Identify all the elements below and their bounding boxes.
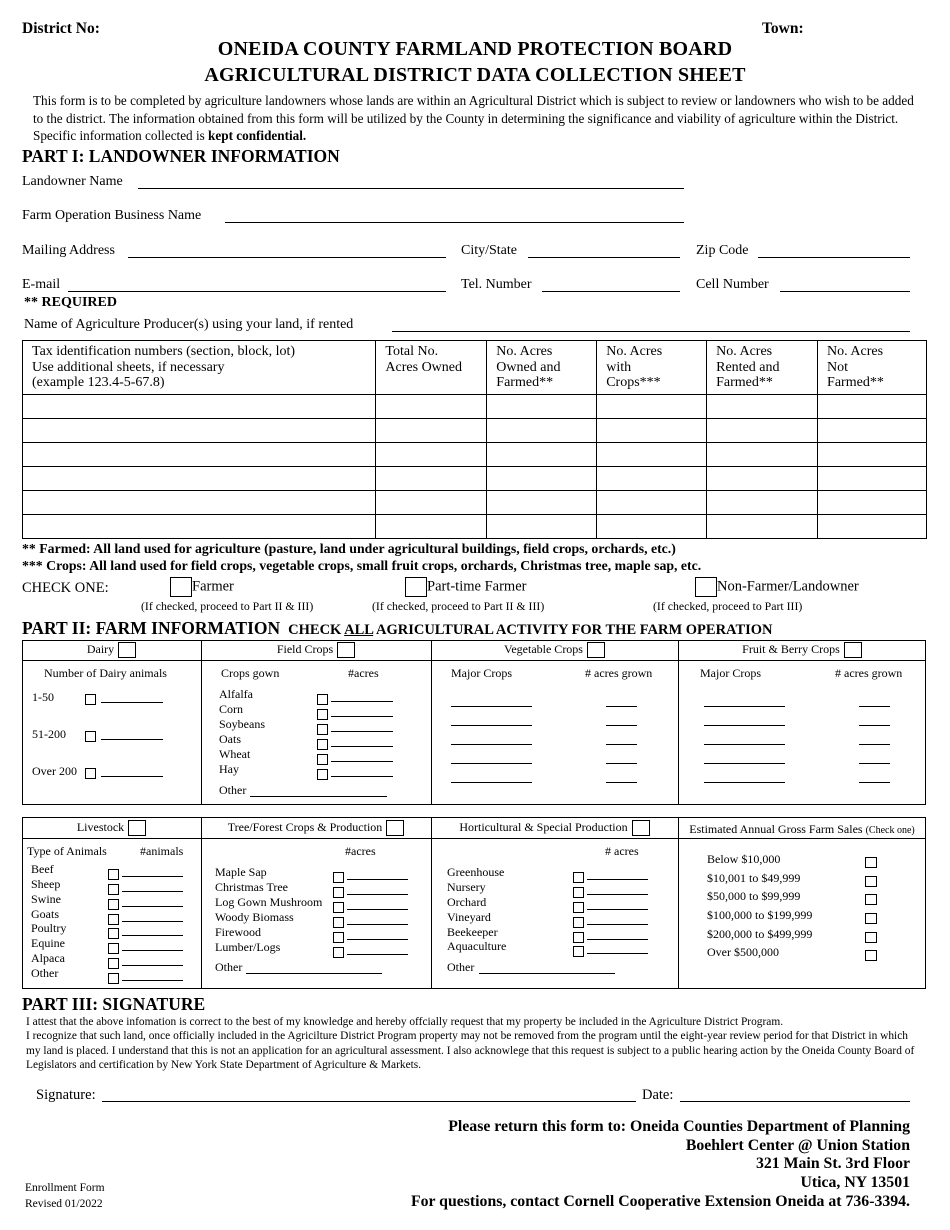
livestock-count-label: #animals [140, 844, 184, 858]
form-title-line2: AGRICULTURAL DISTRICT DATA COLLECTION SHEET [204, 64, 746, 86]
field-acres-field[interactable] [331, 776, 393, 777]
table-cell[interactable] [487, 491, 597, 515]
dairy-row-label: 51-200 [32, 727, 66, 741]
table-cell[interactable] [707, 419, 818, 443]
form-title-line1: ONEIDA COUNTY FARMLAND PROTECTION BOARD [217, 38, 733, 60]
gross-sales-header: Estimated Annual Gross Farm Sales (Check one) [689, 822, 915, 836]
livestock-label: Sheep [31, 877, 61, 891]
veg-acres-field[interactable] [606, 725, 637, 726]
field-acres-field[interactable] [331, 731, 393, 732]
dairy-row-checkbox[interactable] [85, 729, 96, 747]
table-cell[interactable] [487, 395, 597, 419]
rented-farmed-header: No. Acres Rented and Farmed** [707, 341, 818, 395]
field-crop-label: Corn [219, 702, 243, 716]
tax-table-header-row [23, 341, 927, 395]
signature-field[interactable] [102, 1101, 636, 1102]
dairy-row-label: Over 200 [32, 764, 77, 778]
field-crop-label: Soybeans [219, 717, 265, 731]
required-note: ** REQUIRED [24, 295, 117, 310]
livestock-header: Livestock [22, 820, 201, 836]
producer-label: Name of Agriculture Producer(s) using your land, if rented [24, 317, 354, 332]
part2-title-row [22, 618, 773, 639]
return-line-4: Utica, NY 13501 [800, 1174, 910, 1191]
livestock-label: Goats [31, 907, 59, 921]
fruit-crop-field[interactable] [704, 725, 785, 726]
tree-crop-label: Log Gown Mushroom [215, 895, 323, 909]
tree-acres-field[interactable] [347, 909, 408, 910]
table-cell[interactable] [23, 443, 376, 467]
hort-acres-field[interactable] [587, 894, 648, 895]
enrollment-form-label: Enrollment Form [25, 1182, 105, 1194]
table-row [23, 467, 927, 491]
veg-acres-label: # acres grown [585, 666, 653, 680]
table-cell[interactable] [487, 419, 597, 443]
veg-acres-field[interactable] [606, 763, 637, 764]
dairy-row-label: 1-50 [32, 690, 54, 704]
fruit-crops-checkbox[interactable] [844, 642, 862, 658]
fruit-acres-field[interactable] [859, 725, 890, 726]
sales-option-label: Over $500,000 [707, 945, 779, 959]
landowner-name-field[interactable] [138, 188, 684, 189]
table-cell[interactable] [376, 515, 487, 539]
field-crop-label: Wheat [219, 747, 251, 761]
sales-option-checkbox[interactable] [865, 874, 877, 892]
hort-acres-field[interactable] [587, 953, 648, 954]
livestock-label: Alpaca [31, 951, 65, 965]
table-row [23, 491, 927, 515]
check-one-label: CHECK ONE: [22, 580, 109, 596]
hort-label: Aquaculture [447, 939, 507, 953]
hort-label: Vineyard [447, 910, 491, 924]
parttime-option-label: Part-time Farmer [427, 578, 527, 595]
table-cell[interactable] [818, 467, 927, 491]
table-cell[interactable] [376, 491, 487, 515]
farmer-note: (If checked, proceed to Part II & III) [141, 599, 314, 613]
livestock-count-field[interactable] [122, 876, 183, 877]
livestock-label: Beef [31, 862, 54, 876]
nonfarmer-option [695, 577, 859, 597]
part1-title: PART I: LANDOWNER INFORMATION [22, 146, 340, 166]
hort-label: Beekeeper [447, 925, 498, 939]
tree-crop-label: Maple Sap [215, 865, 267, 879]
tree-crop-checkbox[interactable] [333, 945, 344, 963]
divider [431, 817, 432, 989]
field-acres-field[interactable] [331, 746, 393, 747]
total-acres-header: Total No. Acres Owned [376, 341, 487, 395]
sales-option-checkbox[interactable] [865, 930, 877, 948]
hort-acres-label: # acres [605, 844, 639, 858]
table-cell[interactable] [707, 515, 818, 539]
sales-option-checkbox[interactable] [865, 911, 877, 929]
sales-option-checkbox[interactable] [865, 855, 877, 873]
dairy-row-field[interactable] [101, 776, 163, 777]
horticultural-header: Horticultural & Special Production [431, 820, 678, 836]
sales-option-label: Below $10,000 [707, 852, 781, 866]
dairy-row-checkbox[interactable] [85, 766, 96, 784]
farm-activity-box-1 [22, 640, 926, 805]
table-cell[interactable] [23, 491, 376, 515]
fruit-crop-field[interactable] [704, 744, 785, 745]
city-state-field[interactable] [528, 257, 680, 258]
table-cell[interactable] [597, 467, 707, 491]
return-line-2: Boehlert Center @ Union Station [685, 1137, 910, 1154]
livestock-checkbox[interactable] [128, 820, 146, 836]
recognize-text: I recognize that such land, once officially included in the Agricilture District Program property may not be removed from the program until the eight-year review period for that District in which my land is placed. I understand that this is not an application for an agricultural assessment. I also acknowlege that this request is subject to a public hearing action by the Oneida County Board of Legislators and certification by New York State Department of Agriculture & Markets. [26, 1030, 915, 1071]
hort-label: Greenhouse [447, 865, 505, 879]
field-crop-label: Hay [219, 762, 239, 776]
hort-acres-field[interactable] [587, 909, 648, 910]
sales-option-checkbox[interactable] [865, 948, 877, 966]
divider [22, 838, 926, 839]
tree-acres-field[interactable] [347, 939, 408, 940]
divider [431, 640, 432, 805]
table-cell[interactable] [597, 443, 707, 467]
table-cell[interactable] [376, 395, 487, 419]
hort-other-label: Other [447, 960, 475, 974]
field-acres-field[interactable] [331, 701, 393, 702]
sales-option-checkbox[interactable] [865, 892, 877, 910]
table-cell[interactable] [23, 395, 376, 419]
table-cell[interactable] [818, 419, 927, 443]
field-acres-field[interactable] [331, 761, 393, 762]
revised-label: Revised 01/2022 [25, 1198, 103, 1210]
livestock-label: Swine [31, 892, 61, 906]
table-cell[interactable] [23, 515, 376, 539]
farmer-checkbox[interactable] [170, 577, 192, 597]
tax-id-table [22, 340, 927, 539]
district-no-label: District No: [22, 20, 100, 37]
fruit-crop-field[interactable] [704, 706, 785, 707]
farmer-option-label: Farmer [192, 578, 234, 595]
part2-subtitle: CHECK ALL AGRICULTURAL ACTIVITY FOR THE FARM OPERATION [288, 622, 773, 638]
city-state-label: City/State [461, 243, 517, 258]
zip-code-label: Zip Code [696, 243, 749, 258]
table-row [23, 395, 927, 419]
parttime-option [405, 577, 526, 597]
tel-number-label: Tel. Number [461, 277, 532, 292]
cell-number-field[interactable] [780, 291, 910, 292]
livestock-label: Equine [31, 936, 65, 950]
vegetable-crops-checkbox[interactable] [587, 642, 605, 658]
not-farmed-header: No. Acres Not Farmed** [818, 341, 927, 395]
table-cell[interactable] [707, 467, 818, 491]
attest-text: I attest that the above infomation is correct to the best of my knowledge and hereby offcially request that my property be included in the Agriculture District Program. [26, 1016, 784, 1028]
field-other-field[interactable] [250, 796, 387, 797]
nonfarmer-note: (If checked, proceed to Part III) [653, 599, 803, 613]
sales-option-label: $100,000 to $199,999 [707, 908, 813, 922]
fruit-acres-field[interactable] [859, 706, 890, 707]
table-cell[interactable] [597, 419, 707, 443]
return-line-3: 321 Main St. 3rd Floor [755, 1155, 910, 1172]
table-cell[interactable] [707, 395, 818, 419]
mailing-address-label: Mailing Address [22, 243, 115, 258]
fruit-acres-label: # acres grown [835, 666, 903, 680]
date-label: Date: [642, 1087, 674, 1103]
table-cell[interactable] [707, 443, 818, 467]
tel-number-field[interactable] [542, 291, 680, 292]
intro-text: This form is to be completed by agriculture landowners whose lands are within an Agricultural District which is subject to review or landowners who wish to be added to the district. The information obtained from this form will be utilized by the County in determining the significance and viability of agriculture within the District. Specific information collected is kept confidential. [33, 93, 914, 143]
table-cell[interactable] [818, 443, 927, 467]
dairy-row-field[interactable] [101, 739, 163, 740]
tax-id-header: Tax identification numbers (section, block, lot) Use additional sheets, if necessary (example 123.4-5-67.8) [23, 341, 376, 395]
sales-option-label: $10,001 to $49,999 [707, 871, 801, 885]
part3-title: PART III: SIGNATURE [22, 994, 206, 1014]
veg-acres-field[interactable] [606, 706, 637, 707]
tree-acres-label: #acres [345, 844, 376, 858]
field-sub-label: Crops gown [221, 666, 280, 680]
veg-crop-field[interactable] [451, 744, 532, 745]
dairy-checkbox[interactable] [118, 642, 136, 658]
field-crop-checkbox[interactable] [317, 767, 328, 785]
livestock-label: Other [31, 966, 59, 980]
business-name-field[interactable] [225, 222, 684, 223]
field-crops-header: Field Crops [201, 642, 431, 658]
dairy-sub-label: Number of Dairy animals [44, 666, 167, 680]
table-cell[interactable] [818, 395, 927, 419]
divider [678, 817, 679, 989]
field-crop-label: Oats [219, 732, 241, 746]
veg-crop-field[interactable] [451, 782, 532, 783]
hort-checkbox[interactable] [573, 944, 584, 962]
field-acres-label: #acres [348, 666, 379, 680]
divider [678, 640, 679, 805]
livestock-count-field[interactable] [122, 965, 183, 966]
divider [201, 640, 202, 805]
divider [22, 660, 926, 661]
tree-crop-label: Lumber/Logs [215, 940, 281, 954]
nonfarmer-option-label: Non-Farmer/Landowner [717, 578, 859, 595]
farmer-option [170, 577, 234, 597]
tree-acres-field[interactable] [347, 924, 408, 925]
divider [201, 817, 202, 989]
table-cell[interactable] [23, 467, 376, 491]
crops-note: *** Crops: All land used for field crops, vegetable crops, small fruit crops, orchards, Christmas tree, maple sap, etc. [22, 558, 702, 573]
fruit-crop-field[interactable] [704, 763, 785, 764]
tree-crop-label: Christmas Tree [215, 880, 289, 894]
farmed-note: ** Farmed: All land used for agriculture (pasture, land under agricultural buildings, field crops, orchards, etc.) [22, 541, 676, 556]
field-other-label: Other [219, 783, 247, 797]
table-cell[interactable] [707, 491, 818, 515]
livestock-count-field[interactable] [122, 935, 183, 936]
fruit-acres-field[interactable] [859, 744, 890, 745]
fruit-crops-header: Fruit & Berry Crops [678, 642, 926, 658]
table-row [23, 515, 927, 539]
dairy-header: Dairy [22, 642, 201, 658]
nonfarmer-checkbox[interactable] [695, 577, 717, 597]
table-cell[interactable] [818, 491, 927, 515]
return-line-1: Please return this form to: Oneida Counties Department of Planning [448, 1118, 910, 1135]
livestock-label: Poultry [31, 921, 67, 935]
signature-label: Signature: [36, 1087, 96, 1103]
hort-label: Orchard [447, 895, 487, 909]
veg-acres-field[interactable] [606, 782, 637, 783]
livestock-sub-label: Type of Animals [27, 844, 107, 858]
table-cell[interactable] [597, 395, 707, 419]
hort-acres-field[interactable] [587, 924, 648, 925]
fruit-sub-label: Major Crops [700, 666, 761, 680]
sales-option-label: $50,000 to $99,999 [707, 889, 801, 903]
horticultural-checkbox[interactable] [632, 820, 650, 836]
table-cell[interactable] [376, 467, 487, 491]
email-field[interactable] [68, 291, 446, 292]
email-label: E-mail [22, 277, 61, 292]
table-cell[interactable] [376, 419, 487, 443]
hort-acres-field[interactable] [587, 879, 648, 880]
hort-label: Nursery [447, 880, 486, 894]
tree-acres-field[interactable] [347, 954, 408, 955]
tree-crop-label: Woody Biomass [215, 910, 294, 924]
sales-option-label: $200,000 to $499,999 [707, 927, 813, 941]
dairy-row-checkbox[interactable] [85, 692, 96, 710]
veg-crop-field[interactable] [451, 763, 532, 764]
table-row [23, 443, 927, 467]
owned-farmed-header: No. Acres Owned and Farmed** [487, 341, 597, 395]
veg-sub-label: Major Crops [451, 666, 512, 680]
tree-acres-field[interactable] [347, 879, 408, 880]
field-crop-label: Alfalfa [219, 687, 253, 701]
livestock-count-field[interactable] [122, 891, 183, 892]
field-crops-checkbox[interactable] [337, 642, 355, 658]
producer-field[interactable] [392, 331, 910, 332]
veg-crop-field[interactable] [451, 725, 532, 726]
table-cell[interactable] [818, 515, 927, 539]
acres-crops-header: No. Acres with Crops*** [597, 341, 707, 395]
hort-acres-field[interactable] [587, 939, 648, 940]
landowner-name-label: Landowner Name [22, 174, 123, 189]
livestock-checkbox-row[interactable] [108, 971, 119, 989]
tree-crops-checkbox[interactable] [386, 820, 404, 836]
table-row [23, 419, 927, 443]
table-cell[interactable] [376, 443, 487, 467]
livestock-count-field[interactable] [122, 906, 183, 907]
mailing-address-field[interactable] [128, 257, 446, 258]
business-name-label: Farm Operation Business Name [22, 208, 202, 223]
dairy-row-field[interactable] [101, 702, 163, 703]
field-acres-field[interactable] [331, 716, 393, 717]
tree-other-label: Other [215, 960, 243, 974]
zip-code-field[interactable] [758, 257, 910, 258]
fruit-acres-field[interactable] [859, 782, 890, 783]
table-cell[interactable] [597, 491, 707, 515]
table-cell[interactable] [487, 467, 597, 491]
town-label: Town: [762, 20, 804, 37]
livestock-count-field[interactable] [122, 921, 183, 922]
tree-other-field[interactable] [246, 973, 382, 974]
fruit-acres-field[interactable] [859, 763, 890, 764]
cell-number-label: Cell Number [696, 277, 769, 292]
veg-crop-field[interactable] [451, 706, 532, 707]
tree-crop-label: Firewood [215, 925, 261, 939]
table-cell[interactable] [487, 443, 597, 467]
veg-acres-field[interactable] [606, 744, 637, 745]
vegetable-crops-header: Vegetable Crops [431, 642, 678, 658]
fruit-crop-field[interactable] [704, 782, 785, 783]
table-cell[interactable] [597, 515, 707, 539]
tree-acres-field[interactable] [347, 894, 408, 895]
questions-line: For questions, contact Cornell Cooperative Extension Oneida at 736-3394. [410, 1193, 910, 1210]
part2-title: PART II: FARM INFORMATION [22, 618, 281, 638]
tree-crops-header: Tree/Forest Crops & Production [201, 820, 431, 836]
date-field[interactable] [680, 1101, 910, 1102]
table-cell[interactable] [487, 515, 597, 539]
livestock-count-field[interactable] [122, 980, 183, 981]
parttime-checkbox[interactable] [405, 577, 427, 597]
hort-other-field[interactable] [479, 973, 615, 974]
table-cell[interactable] [23, 419, 376, 443]
parttime-note: (If checked, proceed to Part II & III) [372, 599, 545, 613]
livestock-count-field[interactable] [122, 950, 183, 951]
